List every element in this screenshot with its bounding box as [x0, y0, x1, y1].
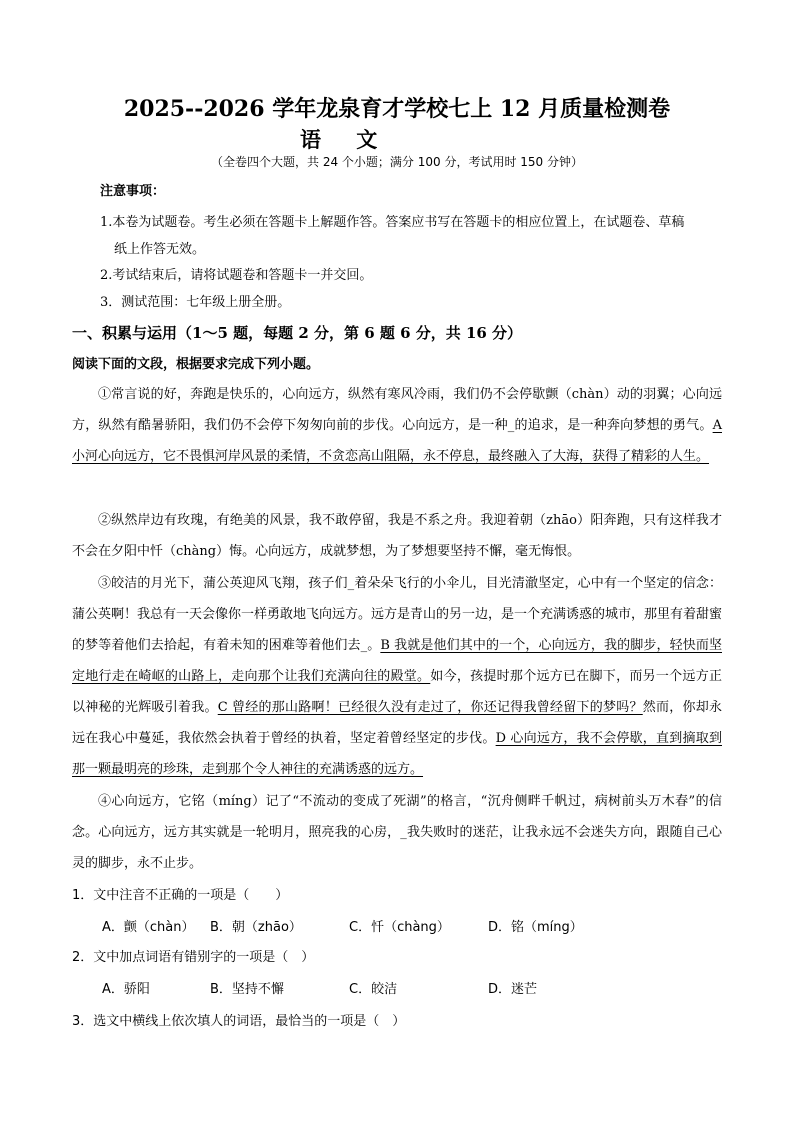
underlined-sentence-b: B 我就是他们其中的一个，心向远方，我的脚步，轻快而坚定地行走在崎岖的山路上，走向那个让我们充满向往的殿堂。 [72, 638, 722, 684]
q2-option-a[interactable]: A．骄阳 [102, 982, 150, 997]
notice-item-1-line-1: 1.本卷为试题卷。考生必须在答题卡上解题作答。答案应书写在答题卡的相应位置上，在试题卷、草稿 [100, 215, 685, 230]
notice-item-1-line-2: 纸上作答无效。 [114, 242, 206, 257]
exam-title: 2025--2026 学年龙泉育才学校七上 12 月质量检测卷 [123, 96, 671, 122]
q1-option-b[interactable]: B．朝（zhāo） [210, 920, 302, 935]
paragraph-3-text-a: ③皎洁的月光下，蒲公英迎风飞翔，孩子们_着朵朵飞行的小伞儿，目光清澈坚定，心中有一个坚定的信念：蒲公英啊！我总有一天会像你一样勇敢地飞向远方。远方是青山的另一边，是一个充满诱惑的城市，那里有着甜蜜的梦等着他们去拾起，有着未知的困难等着他们去_。 [72, 576, 723, 653]
passage-paragraph-4 [72, 786, 722, 879]
q1-option-a[interactable]: A．颤（chàn） [102, 920, 195, 935]
passage-paragraph-1 [72, 379, 722, 472]
paragraph-3-text-b: 如今，孩提时那个远方已在脚下，而另一个远方正以神秘的光辉吸引着我。 [72, 669, 722, 715]
question-2: 2．文中加点词语有错别字的一项是（ ） [72, 950, 315, 965]
q2-option-b[interactable]: B．坚持不懈 [210, 982, 284, 997]
notice-item-3: 3．测试范围：七年级上册全册。 [100, 295, 291, 310]
underlined-sentence-c: C 曾经的那山路啊！已经很久没有走过了，你还记得我曾经留下的梦吗？ [217, 700, 643, 715]
subject-title: 语 文 [300, 127, 392, 152]
paragraph-1-text: ①常言说的好，奔跑是快乐的，心向远方，纵然有寒风冷雨，我们仍不会停歇颤（chàn）动的羽翼；心向远方，纵然有酷暑骄阳，我们仍不会停下匆匆向前的步伐。心向远方，是一种_的追求，是一种奔向梦想的勇气。 [72, 387, 722, 433]
paragraph-3-text-c: 然而，你却永远在我心中蔓延，我依然会执着于曾经的执着，坚定着曾经坚定的步伐。 [72, 700, 722, 746]
question-1: 1．文中注音不正确的一项是（ ） [72, 888, 289, 903]
q2-option-c[interactable]: C．皎洁 [349, 982, 398, 997]
section-1-instruction: 阅读下面的文段，根据要求完成下列小题。 [72, 357, 320, 372]
question-3: 3．选文中横线上依次填人的词语，最恰当的一项是（ ） [72, 1014, 406, 1029]
exam-scope-note: （全卷四个大题，共 24 个小题；满分 100 分，考试用时 150 分钟） [211, 155, 583, 169]
passage-paragraph-2 [72, 505, 722, 567]
notice-item-2: 2.考试结束后，请将试题卷和答题卡一并交回。 [100, 268, 373, 283]
q1-option-d[interactable]: D．铭（míng） [488, 920, 583, 935]
paragraph-2-text: ②纵然岸边有玫瑰，有绝美的风景，我不敢停留，我是不系之舟。我迎着朝（zhāo）阳奔跑，只有这样我才不会在夕阳中忏（chàng）悔。心向远方，成就梦想，为了梦想要坚持不懈，毫无悔恨。 [72, 513, 722, 559]
notice-item-1 [100, 209, 720, 263]
notice-heading: 注意事项： [100, 184, 166, 199]
q2-option-d[interactable]: D．迷芒 [488, 982, 538, 997]
underlined-sentence-d: D 心向远方，我不会停歇，直到摘取到那一颗最明亮的珍珠，走到那个令人神往的充满诱惑的远方。 [72, 731, 722, 777]
underlined-sentence-a: A 小河心向远方，它不畏惧河岸风景的柔情，不贪恋高山阻隔，永不停息，最终融入了大海，获得了精彩的人生。 [72, 418, 722, 464]
q1-option-c[interactable]: C．忏（chàng） [349, 920, 450, 935]
section-1-heading: 一、积累与运用（1～5 题，每题 2 分，第 6 题 6 分，共 16 分） [72, 324, 523, 342]
paragraph-4-text: ④心向远方，它铭（míng）记了“不流动的变成了死湖”的格言，“沉舟侧畔千帆过，病树前头万木春”的信念。心向远方，远方其实就是一轮明月，照亮我的心房，_我失败时的迷茫，让我永远不会迷失方向，跟随自己心灵的脚步，永不止步。 [72, 794, 722, 871]
passage-paragraph-3 [72, 568, 722, 785]
